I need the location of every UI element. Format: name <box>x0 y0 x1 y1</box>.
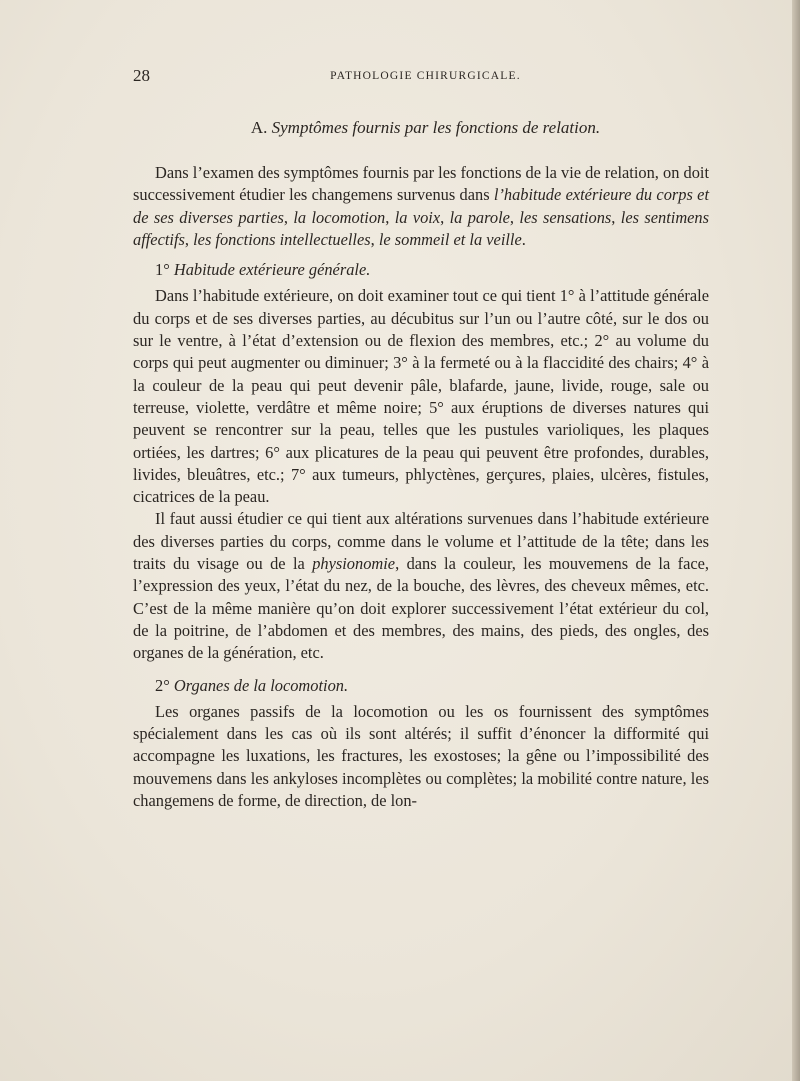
intro-italic-3: la voix <box>394 207 441 227</box>
intro-italic-7: les fonctions intellectuelles <box>193 229 371 249</box>
intro-text-1: Dans l’examen des symptômes fournis par les fonctions de la vie de relation, on doit successivement étudier les changemens survenus dans <box>133 163 709 205</box>
intro-text-2: , <box>283 207 294 227</box>
subheading-1-title: Habitude extérieure générale. <box>173 260 371 280</box>
intro-text-8: , <box>370 229 379 249</box>
intro-text-7: , <box>184 229 194 249</box>
intro-italic-1: l’habitude extérieure du corps et de ses diverses parties <box>133 185 709 227</box>
body-text <box>133 162 709 812</box>
subheading-1 <box>133 259 709 281</box>
habitude-p2-text-1: Il faut aussi étudier ce qui tient aux altérations survenues dans l’habitude extérieure des diverses parties du corps, comme dans le volume et l’attitude de la tête; dans les traits du visage ou de la <box>133 509 709 574</box>
intro-italic-2: la locomotion <box>293 207 386 227</box>
page-number: 28 <box>133 66 150 85</box>
section-letter: A. <box>250 118 268 137</box>
subheading-2-title: Organes de la locomotion. <box>173 675 349 695</box>
intro-italic-8: le sommeil et la veille <box>378 229 522 249</box>
running-head <box>133 66 718 86</box>
page-edge <box>792 0 800 1081</box>
intro-italic-6: les sentimens affectifs <box>133 207 710 249</box>
section-title: Symptômes fournis par les fonctions de relation. <box>271 118 601 137</box>
subheading-2-number: 2° <box>155 675 170 695</box>
subheading-1-number: 1° <box>155 260 170 280</box>
habitude-p2-italic: physionomie <box>312 554 396 574</box>
intro-italic-4: la parole <box>449 207 510 227</box>
intro-text-3: , <box>385 207 395 227</box>
running-title: PATHOLOGIE CHIRURGICALE. <box>330 70 521 82</box>
habitude-paragraph-1: Dans l’habitude extérieure, on doit examiner tout ce qui tient 1° à l’attitude générale du corps et de ses diverses parties, au décubitus sur l’un ou l’autre côté, sur le dos ou sur le ventre, à l’état d’extension ou de flexion des membres, etc.; 2° au volume du corps qui peut augmenter ou diminuer; 3° à la fermeté ou à la flaccidité des chairs; 4° à la couleur de la peau qui peut devenir pâle, blafarde, jaune, livide, rouge, sale ou terreuse, violette, verdâtre et même noire; 5° aux éruptions de diverses natures qui peuvent se rencontrer sur la peau, telles que les pustules varioliques, les plaques ortiées, les dartres; 6° aux plicatures de la peau qui peuvent être profondes, durables, livides, bleuâtres, etc.; 7° aux tumeurs, phlyctènes, gerçures, plaies, ulcères, fistules, cicatrices de la peau. <box>133 286 709 507</box>
habitude-p2-text-2: , dans la couleur, les mouvemens de la face, l’expression des yeux, l’état du nez, de la bouche, des lèvres, des cheveux mêmes, etc. C’est de la même manière qu’on doit explorer successivement l’état extérieur du col, de la poitrine, de l’abdomen et des membres, des mains, des pieds, des ongles, des organes de la génération, etc. <box>133 554 710 663</box>
habitude-paragraph-2 <box>133 508 709 664</box>
intro-text-6: , <box>611 207 621 227</box>
subheading-2 <box>133 675 709 697</box>
intro-italic-5: les sensations <box>519 207 612 227</box>
intro-text-5: , <box>509 207 520 227</box>
section-heading <box>133 118 718 138</box>
intro-paragraph <box>133 162 709 251</box>
locomotion-paragraph: Les organes passifs de la locomotion ou les os fournissent des symptômes spécialement dans les cas où ils sont altérés; il suffit d’énoncer la difformité qui accompagne les luxations, les fractures, les exostoses; la gêne ou l’impossibilité des mouvemens dans les ankyloses incomplètes ou complètes; la mobilité contre nature, les changemens de forme, de direction, de lon- <box>133 701 709 811</box>
intro-text-4: , <box>440 207 450 227</box>
intro-text-9: . <box>521 229 526 249</box>
